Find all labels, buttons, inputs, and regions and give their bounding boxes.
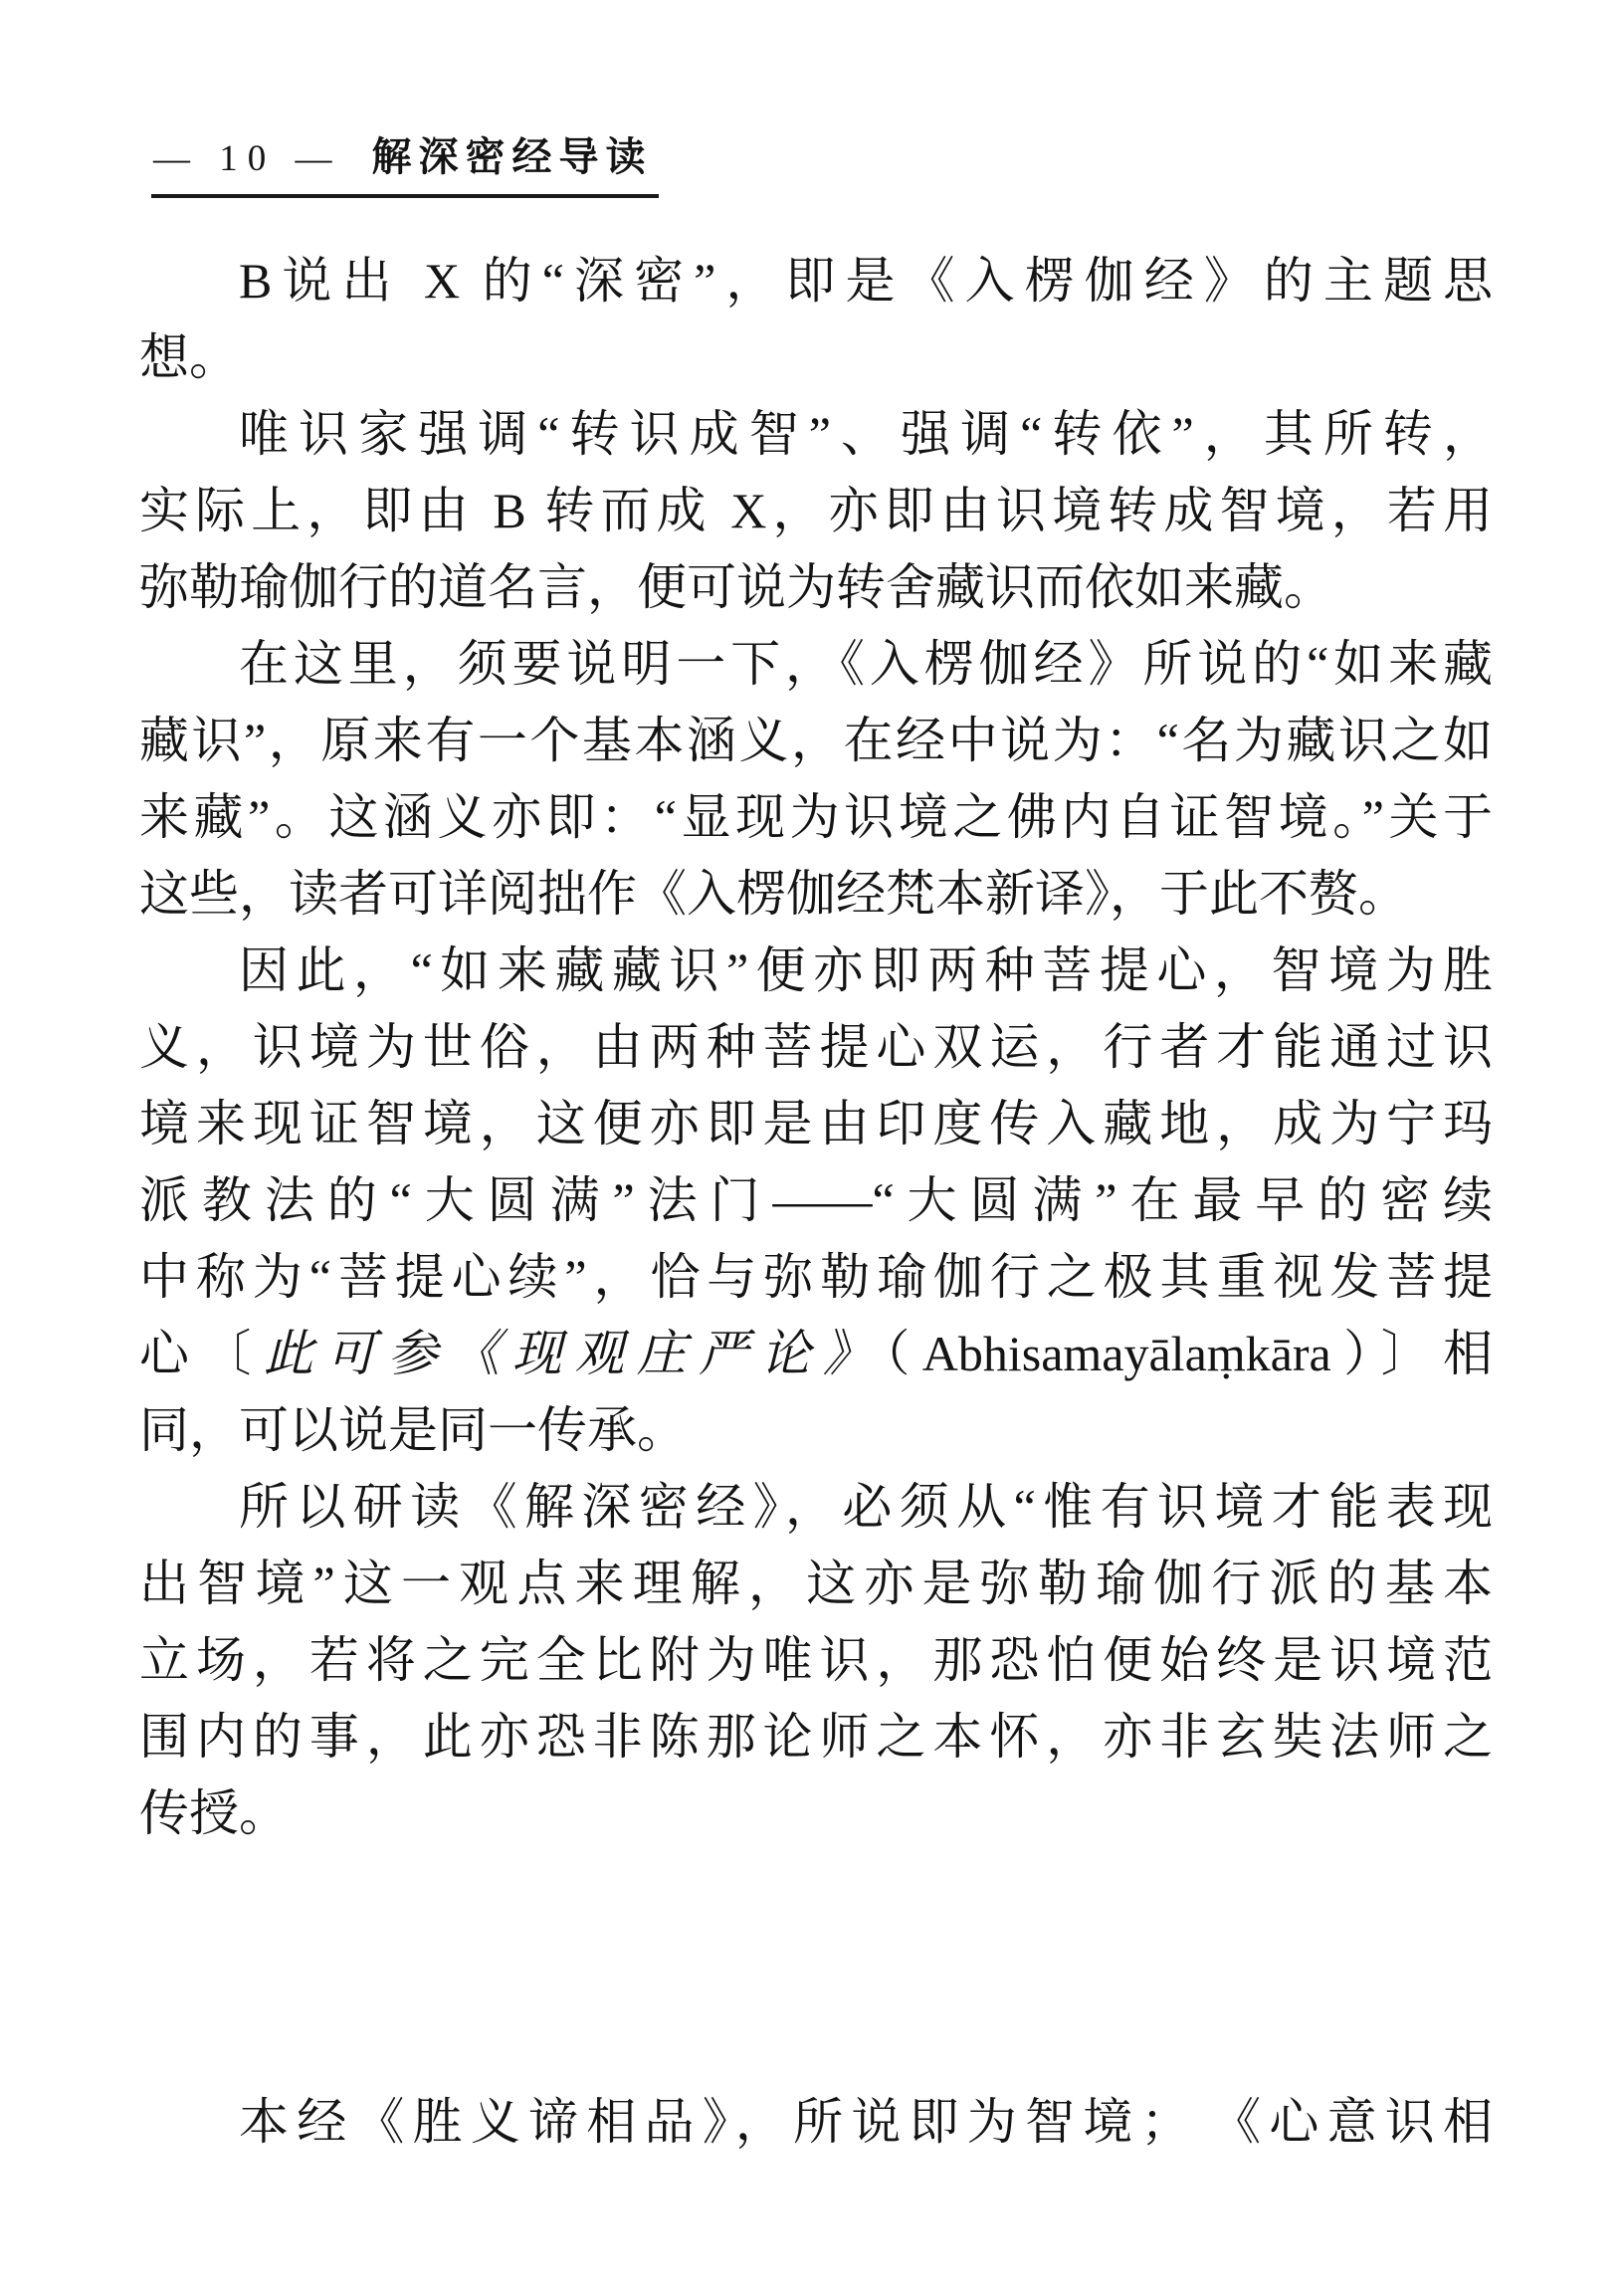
text-line: 本经《胜义谛相品》，所说即为智境； 《心意识相 bbox=[239, 2094, 1493, 2150]
text-line: 义，识境为世俗，由两种菩提心双运，行者才能通过识 bbox=[139, 1019, 1493, 1075]
text-line bbox=[139, 1316, 1493, 1392]
text-line: 藏识”，原来有一个基本涵义，在经中说为：“名为藏识之如 bbox=[139, 713, 1493, 768]
text-line: 出智境”这一观点来理解，这亦是弥勒瑜伽行派的基本 bbox=[139, 1556, 1493, 1611]
paragraph bbox=[139, 626, 1493, 933]
text-line: 境来现证智境，这便亦即是由印度传入藏地，成为宁玛 bbox=[139, 1096, 1493, 1151]
text-line: 传授。 bbox=[139, 1785, 289, 1841]
text-segment: 心〔 bbox=[139, 1326, 264, 1381]
text-line: 围内的事，此亦恐非陈那论师之本怀，亦非玄奘法师之 bbox=[139, 1709, 1493, 1765]
body-text bbox=[139, 243, 1493, 2161]
paragraph bbox=[139, 2084, 1493, 2161]
text-line: 所以研读《解深密经》，必须从“惟有识境才能表现 bbox=[239, 1479, 1493, 1535]
text-line: 立场，若将之完全比附为唯识，那恐怕便始终是识境范 bbox=[139, 1632, 1493, 1688]
text-segment-sanskrit: （Abhisamayālaṃkāra）〕相 bbox=[885, 1326, 1494, 1381]
text-segment-kaiti: 此可参《现观庄严论》 bbox=[263, 1326, 886, 1381]
text-line: 想。 bbox=[139, 329, 239, 385]
text-line: 来藏”。这涵义亦即：“显现为识境之佛内自证智境。”关于 bbox=[139, 789, 1493, 845]
text-line: 这些，读者可详阅拙作《入楞伽经梵本新译》，于此不赘。 bbox=[139, 866, 1408, 922]
running-header bbox=[151, 125, 659, 198]
text-line: 实际上，即由 B 转而成 X，亦即由识境转成智境，若用 bbox=[139, 483, 1493, 538]
book-title: 解深密经导读 bbox=[371, 134, 653, 179]
text-line: 同，可以说是同一传承。 bbox=[139, 1402, 687, 1458]
text-line: 唯识家强调“转识成智”、强调“转依”，其所转， bbox=[239, 406, 1493, 462]
text-line: 中称为“菩提心续”，恰与弥勒瑜伽行之极其重视发菩提 bbox=[139, 1249, 1493, 1305]
page-number: — 10 — bbox=[153, 138, 342, 179]
text-line: 在这里，须要说明一下，《入楞伽经》所说的“如来藏 bbox=[239, 636, 1493, 692]
text-line: B说出 X 的“深密”，即是《入楞伽经》的主题思 bbox=[239, 253, 1493, 309]
text-line: 派教法的“大圆满”法门——“大圆满”在最早的密续 bbox=[139, 1172, 1493, 1228]
paragraph bbox=[139, 933, 1493, 1469]
text-line: 弥勒瑜伽行的道名言，便可说为转舍藏识而依如来藏。 bbox=[139, 559, 1333, 615]
paragraph bbox=[139, 243, 1493, 396]
section-break bbox=[139, 1852, 1493, 2084]
text-line: 因此，“如来藏藏识”便亦即两种菩提心，智境为胜 bbox=[239, 942, 1493, 998]
paragraph bbox=[139, 396, 1493, 626]
paragraph bbox=[139, 1469, 1493, 1852]
